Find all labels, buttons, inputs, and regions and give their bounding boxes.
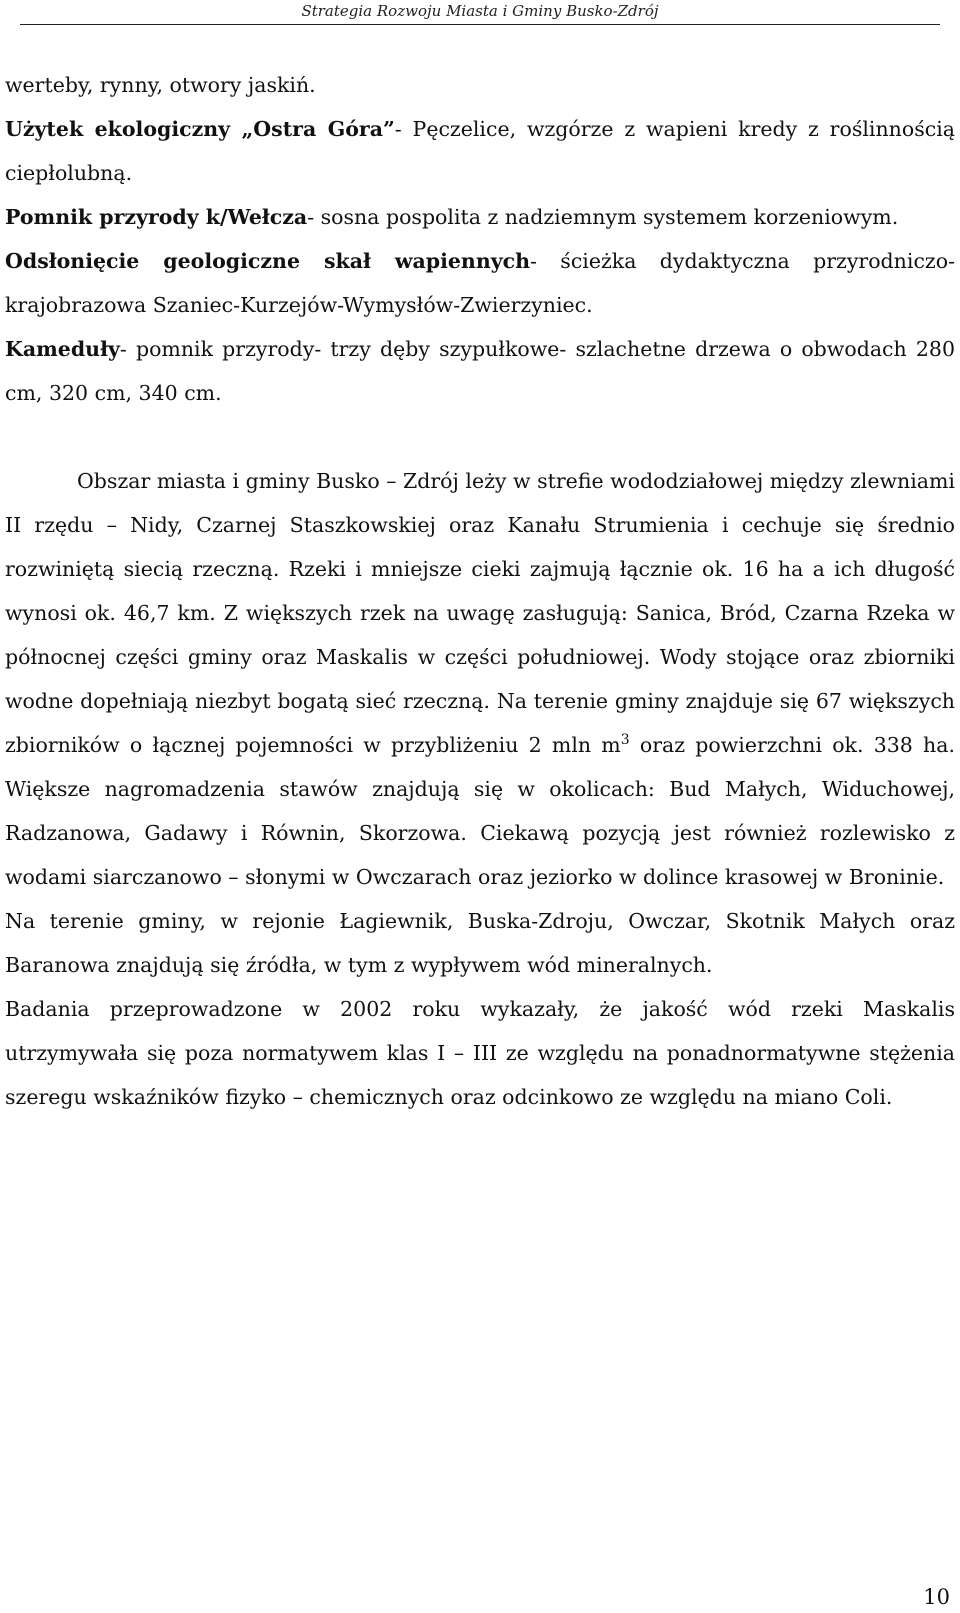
page-content <box>5 63 955 1119</box>
paragraph-springs: Na terenie gminy, w rejonie Łagiewnik, Buska-Zdroju, Owczar, Skotnik Małych oraz Baranowa znajdują się źródła, w tym z wypływem wód mineralnych. <box>5 909 955 977</box>
item-heading: Użytek ekologiczny „Ostra Góra” <box>5 117 395 141</box>
list-item: werteby, rynny, otwory jaskiń. <box>5 73 316 97</box>
page-number: 10 <box>923 1585 950 1609</box>
item-heading: Kameduły <box>5 337 120 361</box>
item-heading: Pomnik przyrody k/Wełcza <box>5 205 308 229</box>
paragraph-gap <box>5 415 955 459</box>
item-heading: Odsłonięcie geologiczne skał wapiennych <box>5 249 531 273</box>
running-header: Strategia Rozwoju Miasta i Gminy Busko-Zdrój <box>20 0 940 25</box>
list-item: Odsłonięcie geologiczne skał wapiennych- ścieżka dydaktyczna przyrodniczo-krajobrazowa Szaniec-Kurzejów-Wymysłów-Zwierzyniec. <box>5 249 955 317</box>
paragraph-hydrology: Obszar miasta i gminy Busko – Zdrój leży w strefie wododziałowej między zlewniami II rzędu – Nidy, Czarnej Staszkowskiej oraz Kanału Strumienia i cechuje się średnio rozwiniętą siecią rzeczną. Rzeki i mniejsze cieki zajmują łącznie ok. 16 ha a ich długość wynosi ok. 46,7 km. Z większych rzek na uwagę zasługują: Sanica, Bród, Czarna Rzeka w północnej części gminy oraz Maskalis w części południowej. Wody stojące oraz zbiorniki wodne dopełniają niezbyt bogatą sieć rzeczną. Na terenie gminy znajduje się 67 większych zbiorników o łącznej pojemności w przybliżeniu 2 mln $m^3$ oraz powierzchni ok. 338 ha. Większe nagromadzenia stawów znajdują się w okolicach: Bud Małych, Widuchowej, Radzanowa, Gadawy i Równin, Skorzowa. Ciekawą pozycją jest również rozlewisko z wodami siarczanowo – słonymi w Owczarach oraz jeziorko w dolince krasowej w Broninie. <box>5 469 955 889</box>
list-item: Pomnik przyrody k/Wełcza- sosna pospolita z nadziemnym systemem korzeniowym. <box>5 205 899 229</box>
list-item: Kameduły- pomnik przyrody- trzy dęby szypułkowe- szlachetne drzewa o obwodach 280 cm, 320 cm, 340 cm. <box>5 337 955 405</box>
paragraph-water-quality: Badania przeprowadzone w 2002 roku wykazały, że jakość wód rzeki Maskalis utrzymywała się poza normatywem klas I – III ze względu na ponadnormatywne stężenia szeregu wskaźników fizyko – chemicznych oraz odcinkowo ze względu na miano Coli. <box>5 997 955 1109</box>
list-item: Użytek ekologiczny „Ostra Góra”- Pęczelice, wzgórze z wapieni kredy z roślinnością ciepłolubną. <box>5 117 955 185</box>
